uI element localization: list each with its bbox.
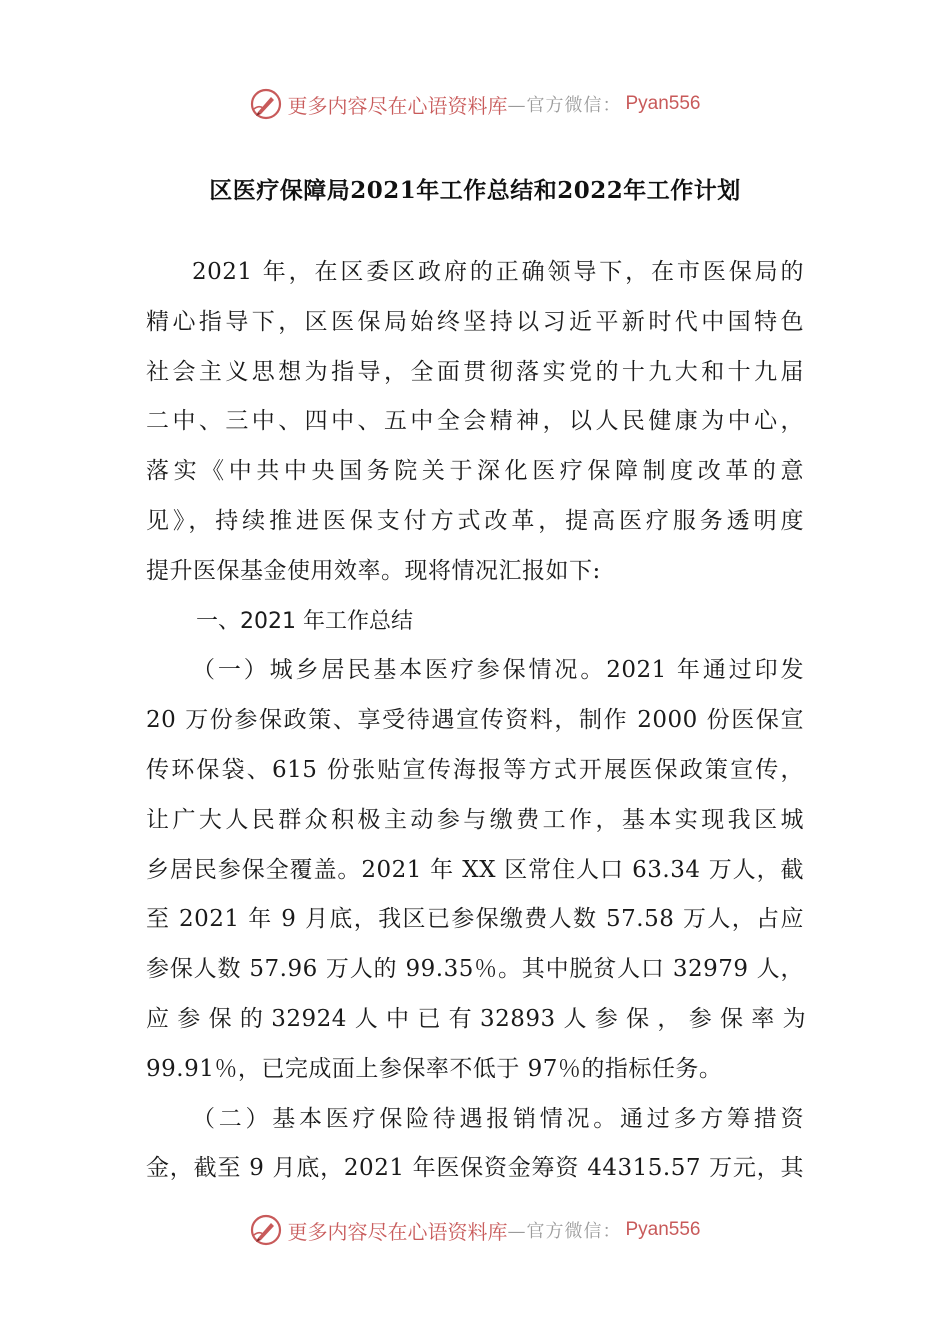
- paragraph-line: 让广大人民群众积极主动参与缴费工作，基本实现我区城: [146, 806, 804, 833]
- pen-logo-icon: [249, 87, 283, 121]
- document-title: 区医疗保障局2021年工作总结和2022年工作计划: [209, 177, 741, 204]
- watermark-footer: [0, 1210, 950, 1250]
- paragraph-line: 应 参 保 的 32924 人 中 已 有 32893 人 参 保 ， 参 保 率 为: [146, 1005, 807, 1032]
- paragraph-line: 社会主义思想为指导，全面贯彻落实党的十九大和十九届: [146, 358, 804, 385]
- paragraph-line: 至 2021 年 9 月底，我区已参保缴费人数 57.58 万人，占应: [146, 906, 804, 933]
- watermark-header: [0, 84, 950, 124]
- document-body: [146, 248, 807, 1194]
- paragraph-line: 落实《中共中央国务院关于深化医疗保障制度改革的意: [146, 458, 804, 485]
- watermark-wechat-id: Pyan556: [625, 93, 701, 114]
- watermark-main-text: 更多内容尽在心语资料库: [287, 93, 508, 118]
- paragraph-line: 传环保袋、615 份张贴宣传海报等方式开展医保政策宣传，: [146, 756, 804, 783]
- paragraph-line: 金，截至 9 月底，2021 年医保资金筹资 44315.57 万元，其: [146, 1155, 804, 1182]
- watermark-wechat-id: Pyan556: [625, 1219, 701, 1240]
- paragraph-line: 精心指导下，区医保局始终坚持以习近平新时代中国特色: [146, 308, 804, 335]
- paragraph-line: 乡居民参保全覆盖。2021 年 XX 区常住人口 63.34 万人，截: [146, 856, 804, 883]
- paragraph-line: 20 万份参保政策、享受待遇宣传资料，制作 2000 份医保宣: [146, 707, 804, 734]
- paragraph-line: （一）城乡居民基本医疗参保情况。2021 年通过印发: [192, 657, 804, 684]
- paragraph-line: 99.91％，已完成面上参保率不低于 97％的指标任务。: [146, 1055, 723, 1082]
- paragraph-line: 二中、三中、四中、五中全会精神，以人民健康为中心，: [146, 408, 804, 435]
- watermark-main-text: 更多内容尽在心语资料库: [287, 1219, 508, 1244]
- paragraph-line: 提升医保基金使用效率。现将情况汇报如下:: [146, 557, 601, 584]
- pen-logo-icon: [249, 1213, 283, 1247]
- watermark-sub-text: —官方微信：: [507, 1221, 622, 1242]
- paragraph-line: （二）基本医疗保险待遇报销情况。通过多方筹措资: [192, 1105, 804, 1132]
- section-heading: 一、2021 年工作总结: [196, 608, 413, 634]
- paragraph-line: 2021 年，在区委区政府的正确领导下，在市医保局的: [192, 259, 804, 285]
- paragraph-line: 见》，持续推进医保支付方式改革，提高医疗服务透明度: [146, 507, 804, 534]
- paragraph-line: 参保人数 57.96 万人的 99.35％。其中脱贫人口 32979 人，: [146, 956, 804, 983]
- watermark-sub-text: —官方微信：: [507, 95, 622, 116]
